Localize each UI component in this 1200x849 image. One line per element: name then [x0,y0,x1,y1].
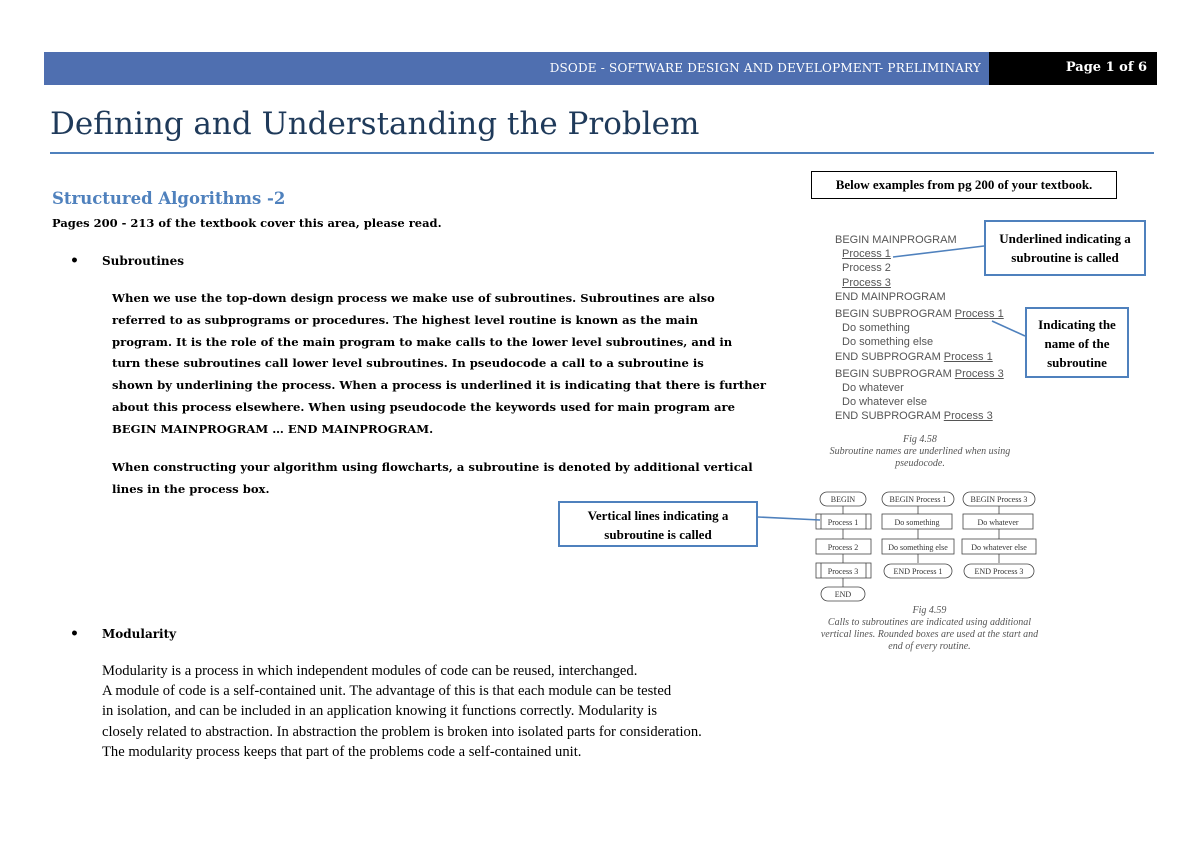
text-line: When constructing your algorithm using flowcharts, a subroutine is denoted by additional vertical [112,460,753,474]
caption-line: Calls to subroutines are indicated using additional [827,617,1032,628]
connector-line [893,246,984,257]
text-line: program. It is the role of the main program to make calls to the lower level subroutines, and in [112,334,733,349]
pseudocode-line: Do something [842,322,910,335]
pseudocode-line: Process 2 [842,262,891,275]
text-line: BEGIN MAINPROGRAM … END MAINPROGRAM. [112,421,434,436]
flow-label: END Process 1 [893,567,943,576]
caption-line: pseudocode. [895,458,945,469]
pseudocode-line: Do whatever else [842,396,927,409]
caption-line: Subroutine names are underlined when using [829,446,1011,457]
modularity-heading: Modularity [102,627,177,641]
flow-label: Do something else [888,543,948,552]
caption-line: end of every routine. [888,641,971,652]
flow-label: Process 3 [827,567,859,576]
course-title: DSODE - SOFTWARE DESIGN AND DEVELOPMENT- PRELIMINARY [549,61,981,75]
text-line: turn these subroutines call lower level subroutines. In pseudocode a call to a subroutine is [112,356,704,371]
flow-label: Do whatever else [971,543,1027,552]
text-line: A module of code is a self-contained unit. The advantage of this is that each module can be tested [102,683,672,700]
flow-label: Do something [894,518,940,527]
flow-label: END [834,590,852,599]
pages-note: Pages 200 - 213 of the textbook cover this area, please read. [52,216,442,230]
bullet-icon: • [70,626,79,642]
page-number: Page 1 of 6 [1065,60,1147,75]
bullet-icon: • [70,253,79,269]
pseudocode-line: Process 1 [842,248,891,261]
pseudocode-line: BEGIN SUBPROGRAM Process 3 [835,367,1004,380]
flow-label: BEGIN Process 3 [970,495,1028,504]
text-line: Modularity is a process in which independent modules of code can be reused, interchanged. [102,663,638,679]
flow-label: BEGIN Process 1 [889,495,947,504]
flow-label: END Process 3 [974,567,1024,576]
figure-label: Fig 4.58 [903,434,937,445]
pseudocode-line: Do something else [842,336,934,349]
flow-label: Do whatever [977,518,1019,527]
vertical-lines-callout: Vertical lines indicating a subroutine is called [558,501,758,547]
subroutine-name-callout: Indicating the name of the subroutine [1025,307,1129,378]
connector-line [992,321,1025,336]
pseudocode-line: END SUBPROGRAM Process 1 [835,350,993,363]
text-line: lines in the process box. [112,481,270,496]
examples-callout: Below examples from pg 200 of your textbook. [811,171,1117,199]
page-title: Defining and Understanding the Problem [50,106,700,142]
text-line: referred to as subprograms or procedures. The highest level routine is known as the main [112,312,699,327]
pseudocode-line: END MAINPROGRAM [835,290,946,303]
flow-label: Process 2 [827,543,859,552]
flow-label: BEGIN [830,495,856,504]
text-line: closely related to abstraction. In abstraction the problem is broken into isolated parts for consideration. [102,723,702,740]
figure-label: Fig 4.59 [912,605,947,616]
section-heading: Structured Algorithms -2 [52,189,286,208]
pseudocode-line: Process 3 [842,276,891,289]
text-line: The modularity process keeps that part of the problems code a self-contained unit. [102,743,582,760]
underlined-callout: Underlined indicating a subroutine is called [984,220,1146,276]
text-line: in isolation, and can be included in an application knowing it functions correctly. Modularity is [102,703,658,720]
flow-label: Process 1 [827,518,859,527]
caption-line: vertical lines. Rounded boxes are used at the start and [820,629,1039,640]
pseudocode-line: BEGIN MAINPROGRAM [835,234,957,246]
pseudocode-line: Do whatever [842,382,904,395]
pseudocode-line: END SUBPROGRAM Process 3 [835,410,993,423]
text-line: about this process elsewhere. When using pseudocode the keywords used for main program are [112,399,736,414]
text-line: When we use the top-down design process we make use of subroutines. Subroutines are also [112,291,715,305]
text-line: shown by underlining the process. When a process is underlined it is indicating that there is further [112,378,767,393]
subroutines-heading: Subroutines [102,254,185,268]
pseudocode-line: BEGIN SUBPROGRAM Process 1 [835,308,1004,321]
connector-line [758,517,820,520]
